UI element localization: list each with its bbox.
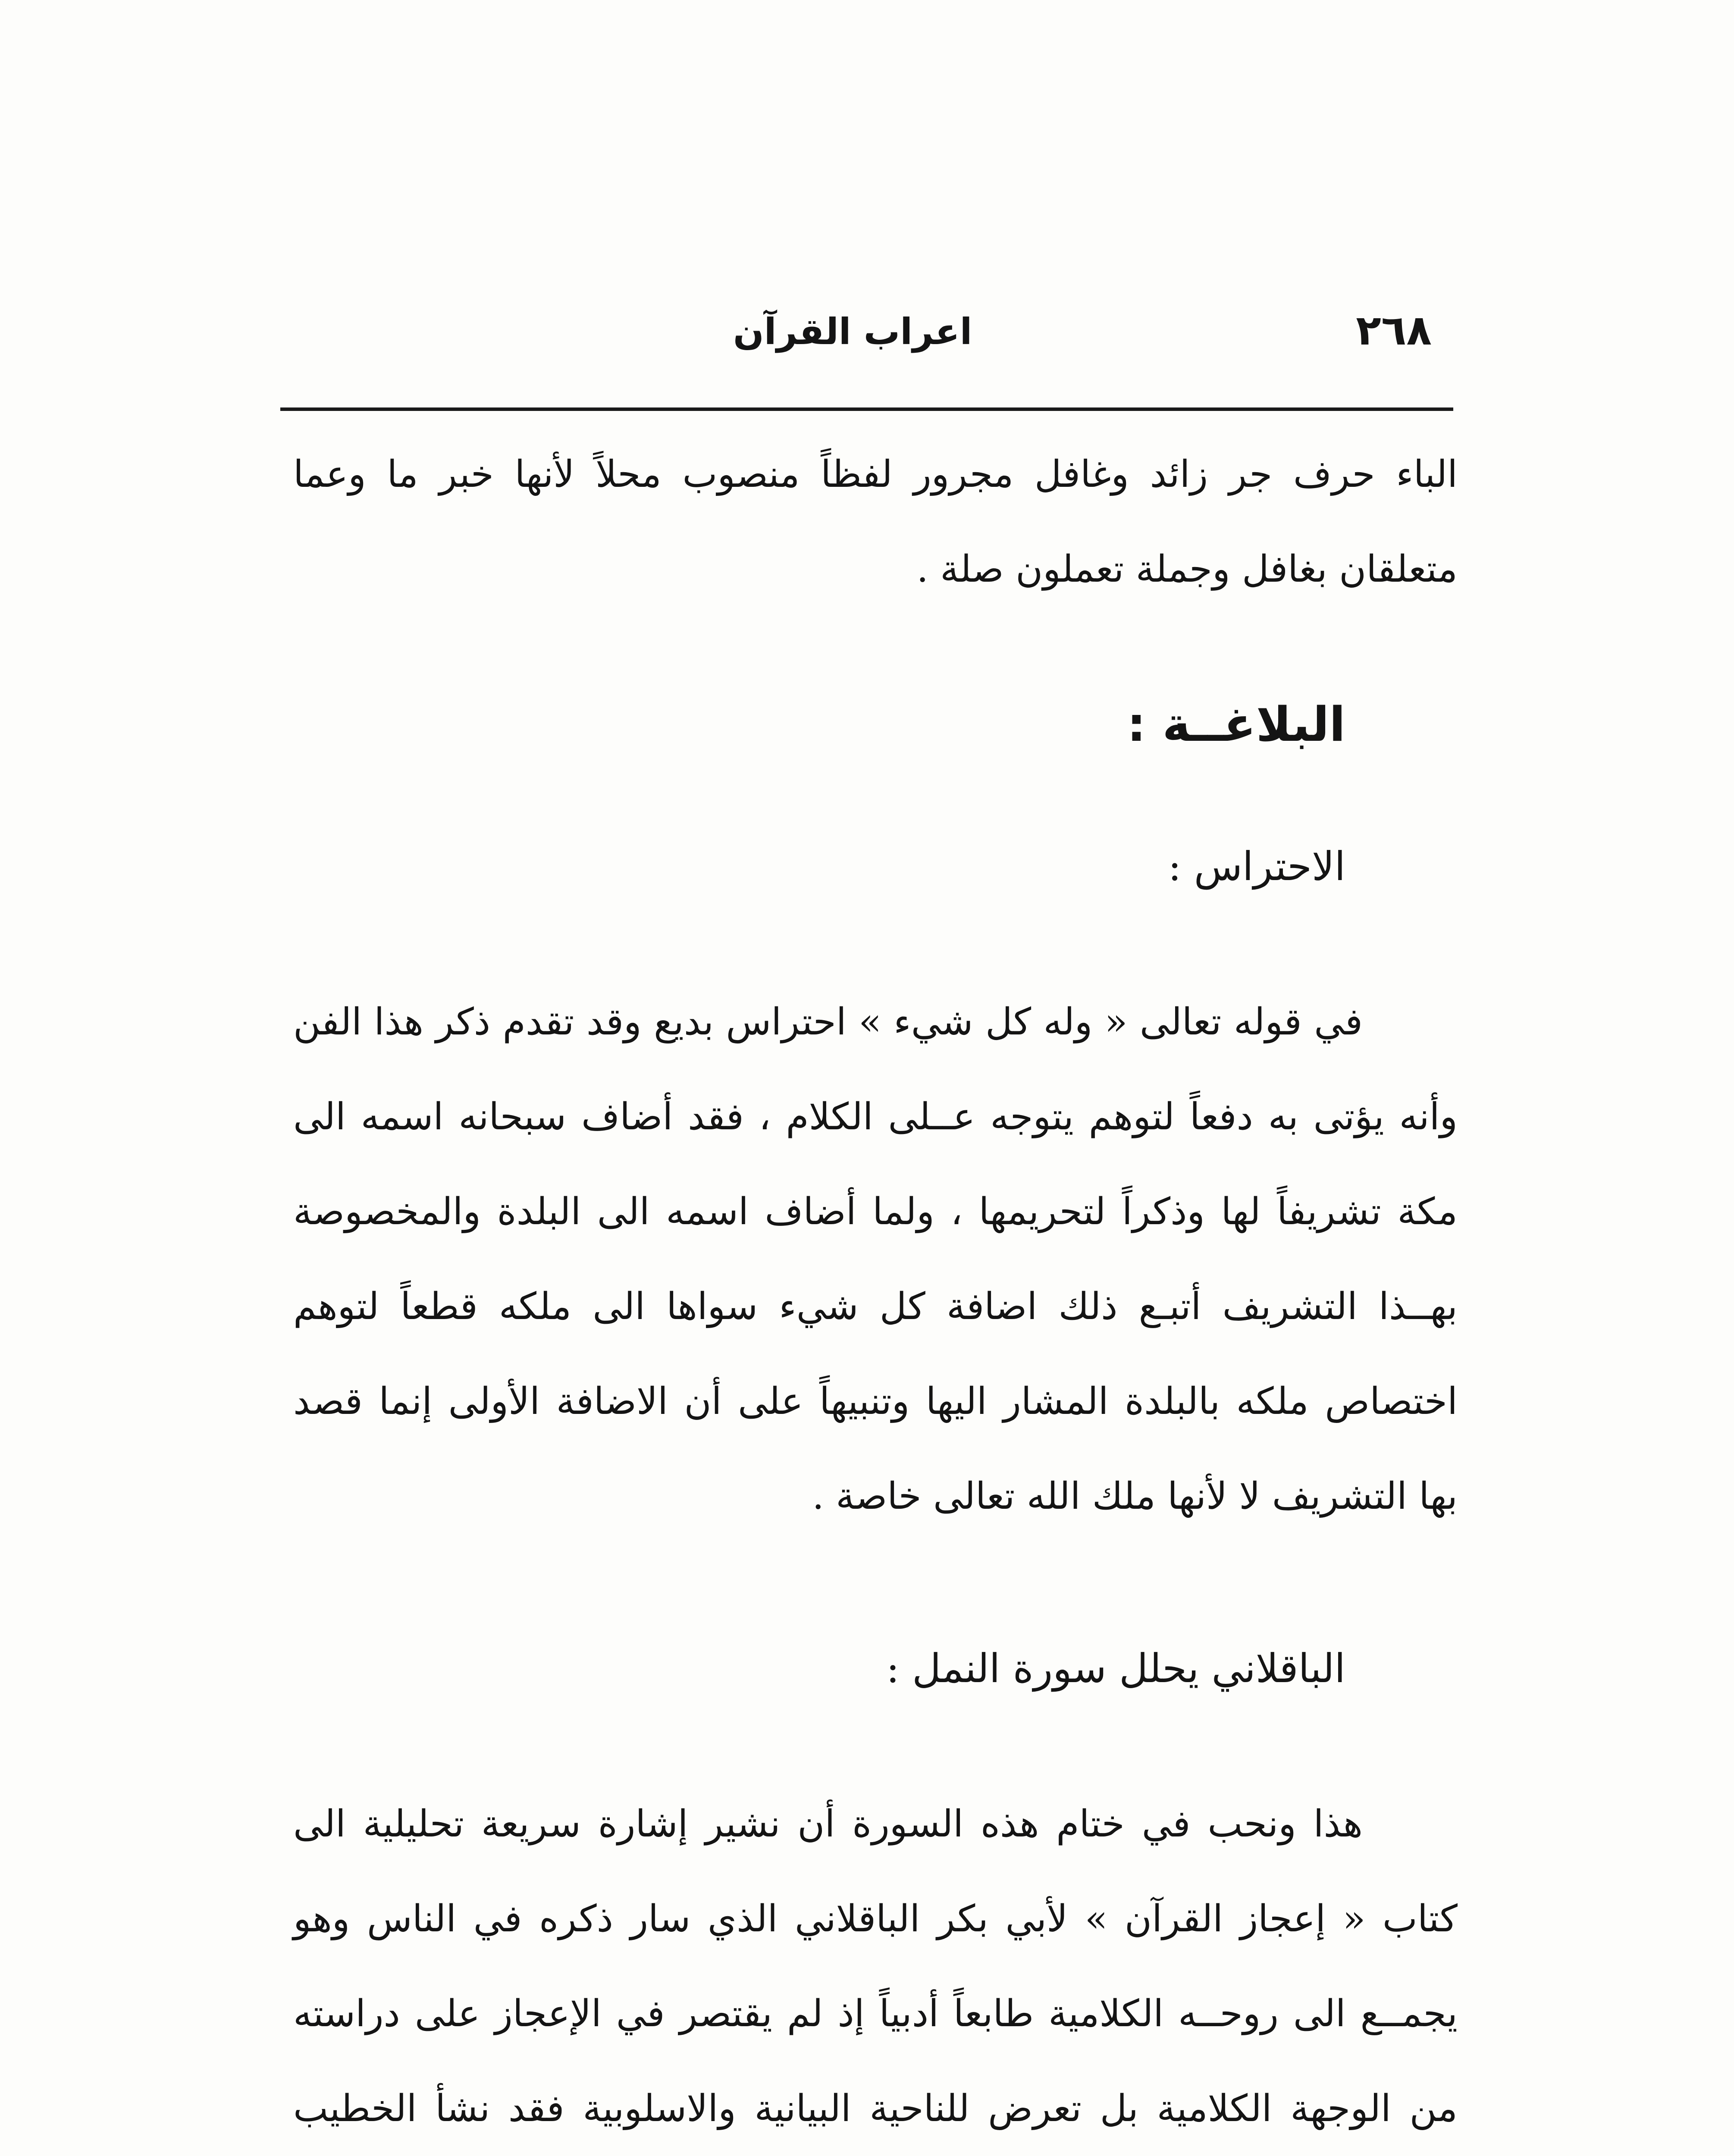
intro-paragraph: الباء حرف جر زائد وغافل مجرور لفظاً منصوب محلاً لأنها خبر ما وعما متعلقان بغافل وجملة تعملون صلة . [293,453,1458,591]
paragraph-ihtiras: في قوله تعالى « وله كل شيء » احتراس بديع وقد تقدم ذكر هذا الفن وأنه يؤتى به دفعاً لتوهم يتوجه عــلى الكلام ، فقد أضاف سبحانه اسمه الى مكة تشريفاً لها وذكراً لتحريمها ، ولما أضاف اسمه الى البلدة والمخصوصة بهــذا التشريف أتبـع ذلك اضافة كل شيء سواها الى ملكه قطعاً لتوهم اختصاص ملكه بالبلدة المشار اليها وتنبيهاً على أن الاضافة الأولى إنما قصد بها التشريف لا لأنها ملك الله تعالى خاصة . [293,1000,1458,1518]
subheading-ihtiras: الاحتراس : [1168,843,1345,890]
paragraph-baqillani: هذا ونحب في ختام هذه السورة أن نشير إشارة سريعة تحليلية الى كتاب « إعجاز القرآن » لأبي بكر الباقلاني الذي سار ذكره في الناس وهو يجمــع الى روحــه الكلامية طابعاً أدبياً إذ لم يقتصر في الإعجاز على دراسته من الوجهة الكلامية بل تعرض للناحية البيانية والاسلوبية فقد نشأ الخطيب [293,1802,1458,2130]
subheading-baqillani: الباقلاني يحلل سورة النمل : [886,1645,1345,1692]
running-title: اعراب القرآن [733,310,972,353]
section-heading: البلاغــة : [1127,697,1345,752]
page-body [293,427,1458,2156]
page-number: ٢٦٨ [1356,306,1432,354]
page-header [285,298,1449,384]
header-divider [280,407,1453,411]
